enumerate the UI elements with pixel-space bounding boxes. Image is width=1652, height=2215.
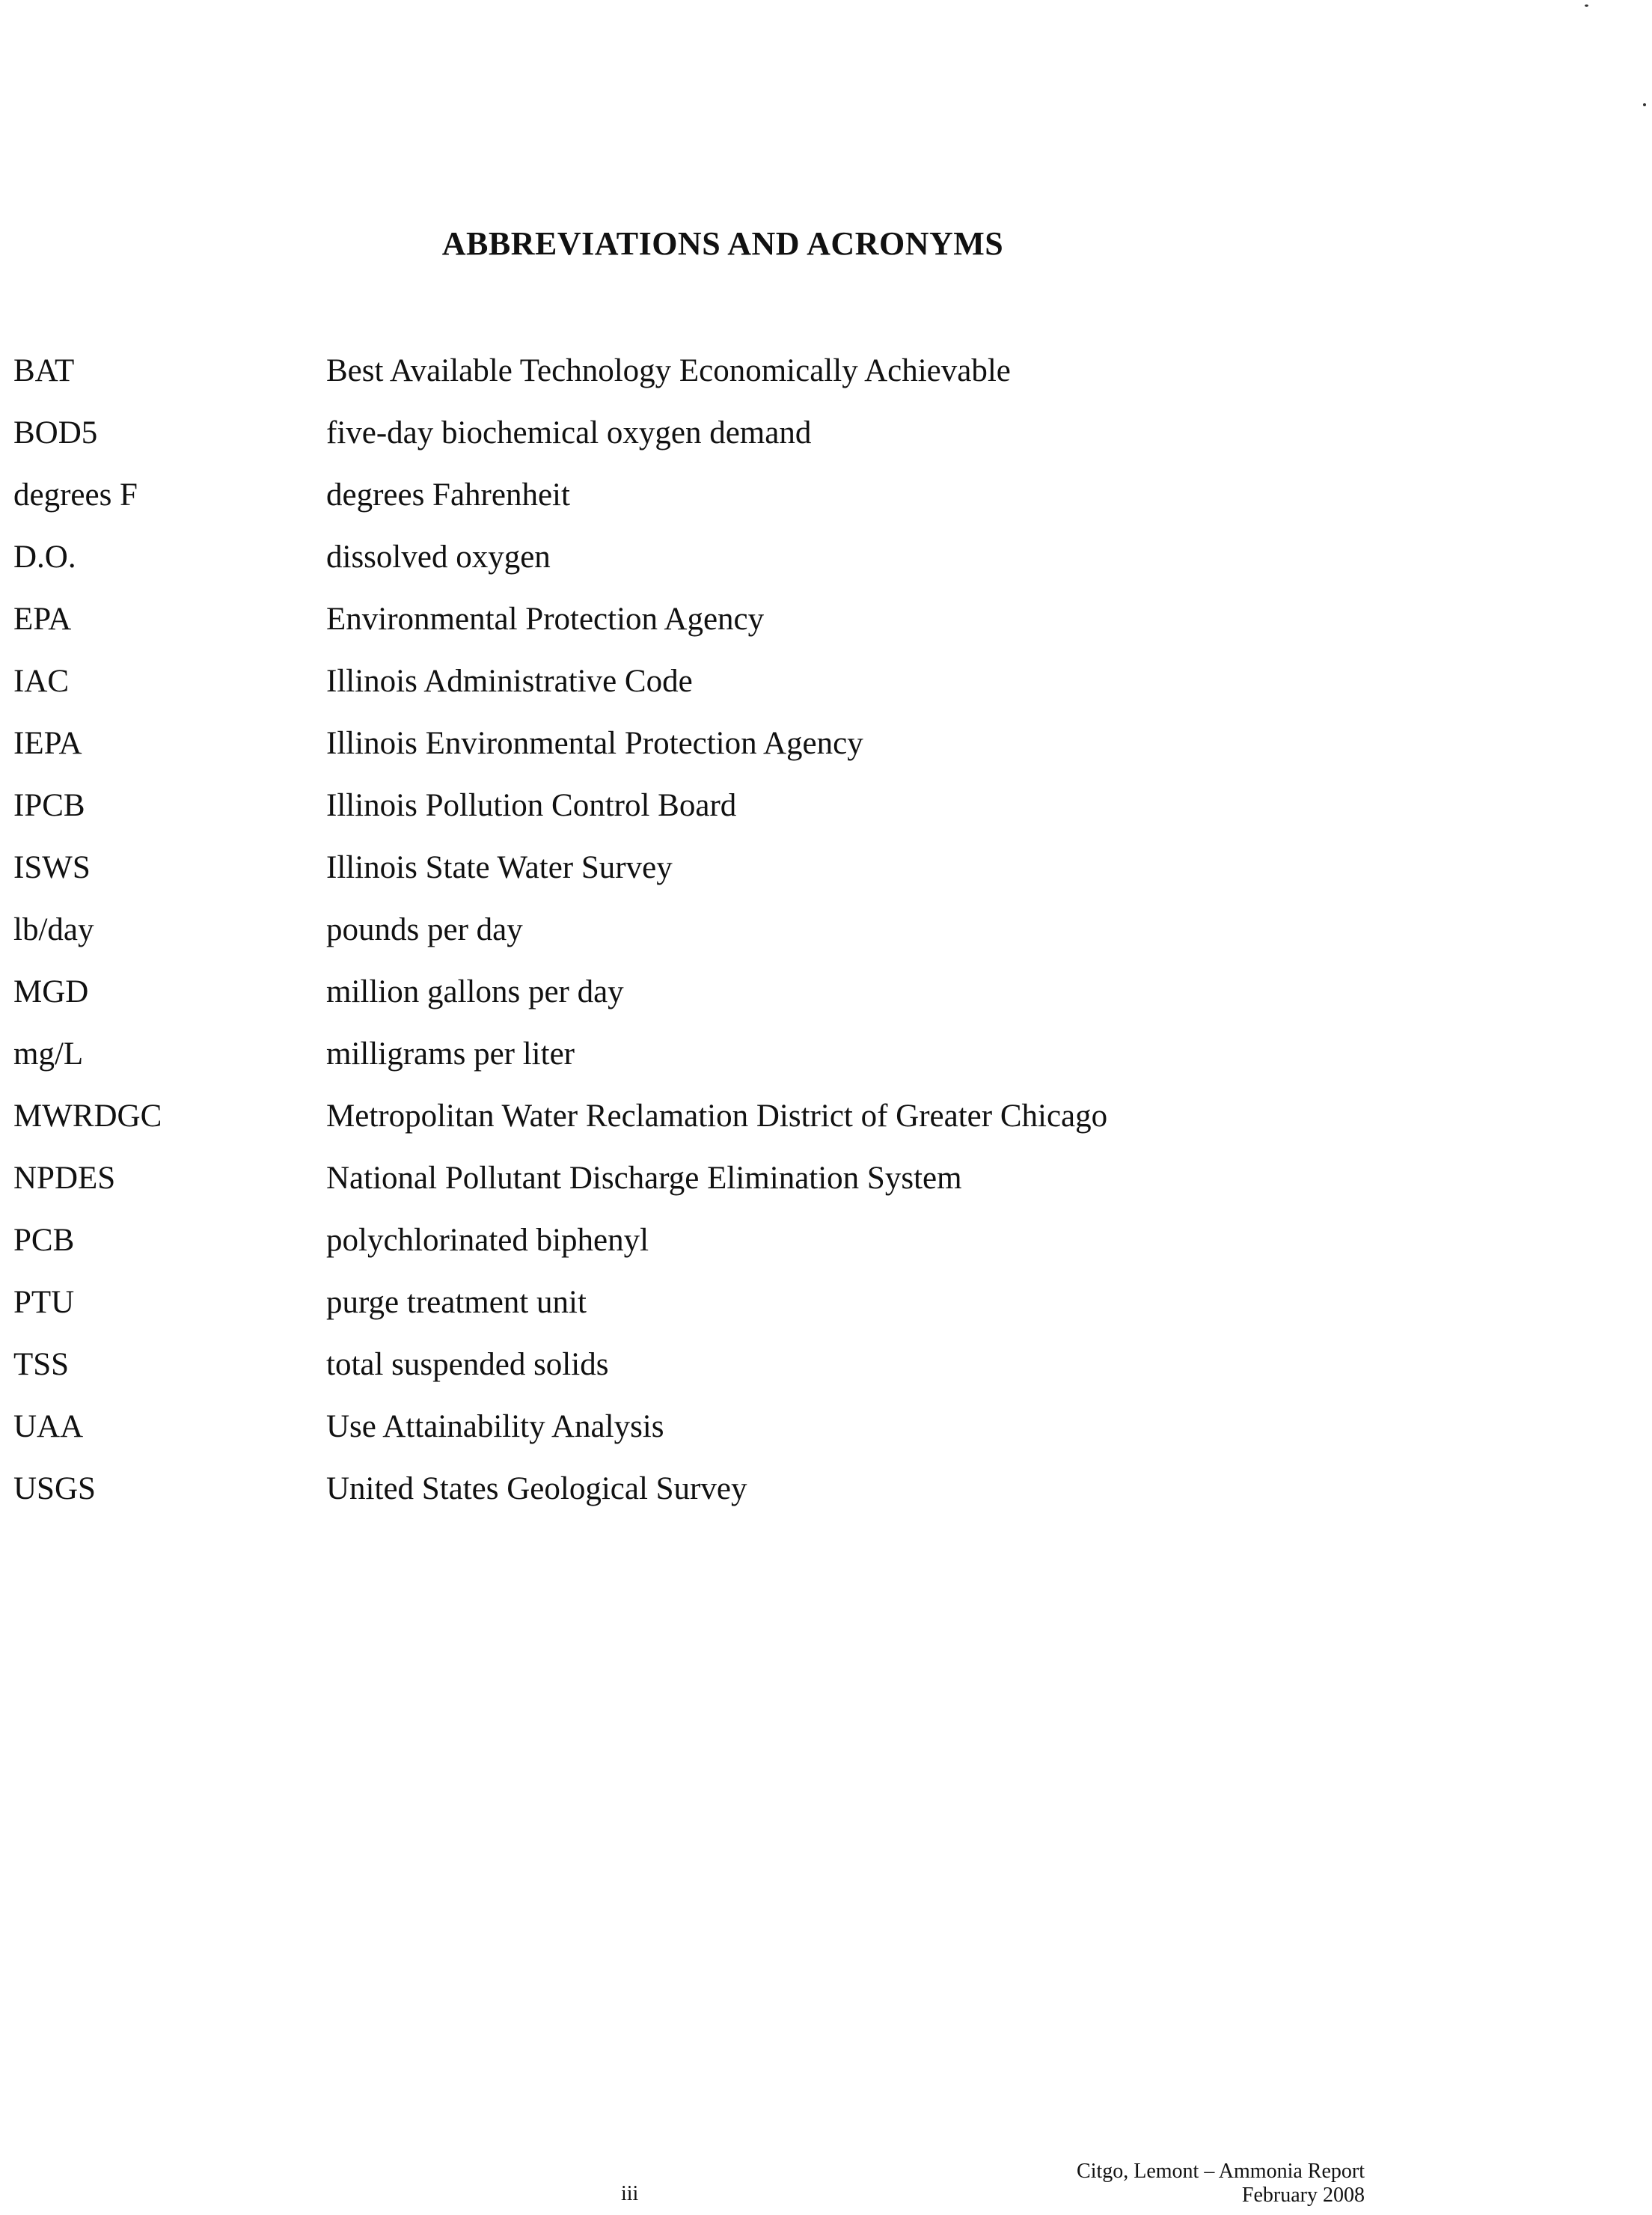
footer-date: February 2008 bbox=[1241, 2184, 1365, 2207]
acronym-definition: Best Available Technology Economically Achievable bbox=[326, 353, 1011, 388]
acronym-row bbox=[13, 783, 1285, 846]
acronym-table bbox=[13, 349, 1285, 1529]
acronym-row bbox=[13, 1156, 1285, 1218]
acronym-row bbox=[13, 349, 1285, 411]
acronym-term: BAT bbox=[13, 353, 75, 388]
acronym-row bbox=[13, 1405, 1285, 1467]
acronym-definition: Illinois Administrative Code bbox=[326, 664, 693, 699]
footer-info bbox=[1077, 2160, 1365, 2208]
acronym-row bbox=[13, 908, 1285, 970]
acronym-definition: National Pollutant Discharge Elimination System bbox=[326, 1161, 962, 1196]
acronym-term: mg/L bbox=[13, 1036, 84, 1072]
acronym-term: degrees F bbox=[13, 477, 138, 513]
scan-speck bbox=[1585, 4, 1588, 7]
acronym-row bbox=[13, 721, 1285, 783]
acronym-term: IPCB bbox=[13, 788, 85, 823]
acronym-definition: Illinois State Water Survey bbox=[326, 850, 673, 885]
acronym-row bbox=[13, 659, 1285, 721]
acronym-definition: Metropolitan Water Reclamation District of Greater Chicago bbox=[326, 1099, 1108, 1134]
acronym-definition: United States Geological Survey bbox=[326, 1471, 747, 1506]
acronym-term: UAA bbox=[13, 1409, 84, 1444]
acronym-definition: dissolved oxygen bbox=[326, 540, 551, 575]
acronym-row bbox=[13, 1218, 1285, 1280]
acronym-definition: degrees Fahrenheit bbox=[326, 477, 570, 513]
acronym-term: MGD bbox=[13, 974, 89, 1009]
page-title: ABBREVIATIONS AND ACRONYMS bbox=[441, 225, 1004, 262]
acronym-definition: million gallons per day bbox=[326, 974, 624, 1009]
acronym-term: ISWS bbox=[13, 850, 91, 885]
acronym-definition: Environmental Protection Agency bbox=[326, 602, 765, 637]
acronym-term: TSS bbox=[13, 1347, 70, 1382]
acronym-term: IEPA bbox=[13, 726, 82, 761]
acronym-term: D.O. bbox=[13, 540, 76, 575]
acronym-row bbox=[13, 970, 1285, 1032]
acronym-term: USGS bbox=[13, 1471, 96, 1506]
acronym-definition: milligrams per liter bbox=[326, 1036, 575, 1072]
acronym-definition: polychlorinated biphenyl bbox=[326, 1223, 649, 1258]
acronym-term: lb/day bbox=[13, 912, 94, 947]
acronym-term: PCB bbox=[13, 1223, 75, 1258]
scan-speck bbox=[1643, 103, 1646, 106]
acronym-definition: five-day biochemical oxygen demand bbox=[326, 415, 812, 450]
acronym-row bbox=[13, 597, 1285, 659]
acronym-definition: purge treatment unit bbox=[326, 1285, 587, 1320]
acronym-definition: total suspended solids bbox=[326, 1347, 609, 1382]
acronym-definition: Illinois Environmental Protection Agency bbox=[326, 726, 863, 761]
acronym-term: MWRDGC bbox=[13, 1099, 162, 1134]
acronym-row bbox=[13, 846, 1285, 908]
acronym-row bbox=[13, 411, 1285, 473]
acronym-definition: Use Attainability Analysis bbox=[326, 1409, 664, 1444]
acronym-row bbox=[13, 535, 1285, 597]
acronym-term: IAC bbox=[13, 664, 70, 699]
footer-report-name: Citgo, Lemont – Ammonia Report bbox=[1077, 2160, 1365, 2183]
acronym-row bbox=[13, 1032, 1285, 1094]
acronym-term: PTU bbox=[13, 1285, 75, 1320]
acronym-term: NPDES bbox=[13, 1161, 116, 1196]
acronym-term: EPA bbox=[13, 602, 72, 637]
acronym-definition: pounds per day bbox=[326, 912, 523, 947]
acronym-definition: Illinois Pollution Control Board bbox=[326, 788, 737, 823]
page-number: iii bbox=[621, 2182, 639, 2205]
acronym-row bbox=[13, 1342, 1285, 1405]
acronym-row bbox=[13, 1467, 1285, 1529]
acronym-row bbox=[13, 1280, 1285, 1342]
acronym-row bbox=[13, 1094, 1285, 1156]
acronym-term: BOD5 bbox=[13, 415, 98, 450]
acronym-row bbox=[13, 473, 1285, 535]
